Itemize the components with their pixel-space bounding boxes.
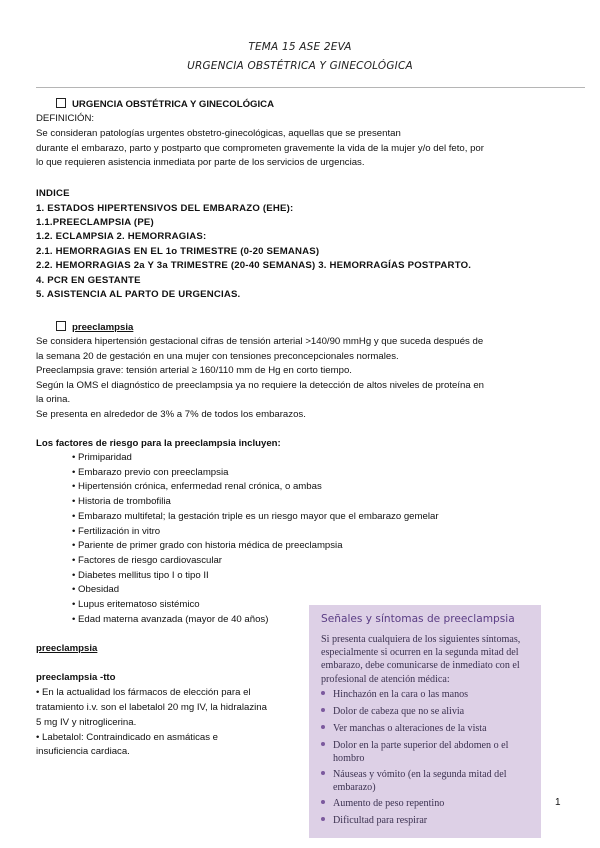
treatment-line: tratamiento i.v. son el labetalol 20 mg IV, la hidralazina: [36, 702, 267, 713]
index-line: 2.1. HEMORRAGIAS EN EL 1o TRIMESTRE (0-20 SEMANAS): [36, 246, 320, 257]
risk-factors-title: Los factores de riesgo para la preeclampsia incluyen:: [36, 438, 281, 449]
bullet-icon: [321, 691, 325, 695]
list-item: • Historia de trombofilia: [72, 496, 171, 508]
page-number: 1: [555, 797, 561, 808]
section-heading-urgencia: [56, 98, 274, 113]
symptom-item: Aumento de peso repentino: [321, 797, 444, 810]
bullet-icon: [321, 725, 325, 729]
index-line: 2.2. HEMORRAGIAS 2a Y 3a TRIMESTRE (20-40 SEMANAS) 3. HEMORRAGÍAS POSTPARTO.: [36, 260, 472, 271]
symptom-item: Dolor de cabeza que no se alivia: [321, 705, 464, 718]
bullet-icon: [321, 742, 325, 746]
symptoms-panel-intro: Si presenta cualquiera de los siguientes síntomas, especialmente si ocurren en la segunda mitad del embarazo, debe comunicarse de inmediato con el profesional de atención médica:: [321, 634, 521, 685]
treatment-subtitle: preeclampsia -tto: [36, 672, 116, 683]
definition-label: DEFINICIÓN:: [36, 113, 95, 124]
definition-line: durante el embarazo, parto y postparto que comprometen gravemente la vida de la mujer y/o del feto, por: [36, 143, 484, 154]
checkbox-icon: [56, 98, 66, 108]
paragraph-line: la orina.: [36, 394, 71, 405]
treatment-line: insuficiencia cardiaca.: [36, 746, 130, 757]
symptoms-panel-title: Señales y síntomas de preeclampsia: [321, 613, 515, 625]
doc-header-topic: TEMA 15 ASE 2EVA: [248, 41, 352, 53]
list-item: • Primiparidad: [72, 452, 132, 463]
doc-header-title: URGENCIA OBSTÉTRICA Y GINECOLÓGICA: [187, 60, 413, 72]
symptom-item: Ver manchas o alteraciones de la vista: [321, 722, 487, 735]
risk-factors-list: [72, 451, 439, 627]
list-item: • Pariente de primer grado con historia médica de preeclampsia: [72, 540, 343, 552]
symptoms-panel: [309, 605, 541, 838]
definition-line: Se consideran patologías urgentes obstetro-ginecológicas, aquellas que se presentan: [36, 128, 401, 139]
index-title: INDICE: [36, 188, 70, 199]
list-item: • Edad materna avanzada (mayor de 40 años): [72, 613, 269, 625]
index-line: 5. ASISTENCIA AL PARTO DE URGENCIAS.: [36, 289, 241, 300]
list-item: • Obesidad: [72, 584, 120, 596]
treatment-line: • En la actualidad los fármacos de elección para el: [36, 687, 251, 698]
symptom-item: Dolor en la parte superior del abdomen o el hombro: [321, 739, 508, 765]
index-line: 1.1.PREECLAMPSIA (PE): [36, 217, 154, 228]
section-heading-preeclampsia: [56, 321, 133, 336]
header-divider: [36, 87, 585, 88]
bullet-icon: [321, 771, 325, 775]
paragraph-line: Preeclampsia grave: tensión arterial ≥ 160/110 mm de Hg en corto tiempo.: [36, 365, 352, 376]
section-heading-text: URGENCIA OBSTÉTRICA Y GINECOLÓGICA: [72, 99, 275, 110]
paragraph-line: Según la OMS el diagnóstico de preeclampsia ya no requiere la detección de altos niveles de proteína en: [36, 380, 484, 391]
bullet-icon: [321, 708, 325, 712]
paragraph-line: Se considera hipertensión gestacional cifras de tensión arterial >140/90 mmHg y que suceda después de: [36, 336, 484, 347]
symptom-item: Hinchazón en la cara o las manos: [321, 688, 468, 701]
list-item: • Embarazo multifetal; la gestación triple es un riesgo mayor que el embarazo gemelar: [72, 510, 439, 522]
index-line: 4. PCR EN GESTANTE: [36, 275, 141, 286]
bullet-icon: [321, 817, 325, 821]
symptom-item: Náuseas y vómito (en la segunda mitad del embarazo): [321, 768, 507, 794]
list-item: • Embarazo previo con preeclampsia: [72, 466, 229, 478]
list-item: • Lupus eritematoso sistémico: [72, 599, 200, 611]
list-item: • Fertilización in vitro: [72, 525, 161, 537]
treatment-line: • Labetalol: Contraindicado en asmáticas e: [36, 732, 219, 743]
treatment-heading: preeclampsia: [36, 643, 98, 654]
paragraph-line: Se presenta en alrededor de 3% a 7% de todos los embarazos.: [36, 409, 306, 420]
treatment-line: 5 mg IV y nitroglicerina.: [36, 717, 137, 728]
list-item: • Hipertensión crónica, enfermedad renal crónica, o ambas: [72, 481, 322, 493]
symptom-item: Dificultad para respirar: [321, 814, 427, 827]
index-line: 1.2. ECLAMPSIA 2. HEMORRAGIAS:: [36, 231, 207, 242]
index-line: 1. ESTADOS HIPERTENSIVOS DEL EMBARAZO (EHE):: [36, 203, 294, 214]
checkbox-icon: [56, 321, 66, 331]
list-item: • Factores de riesgo cardiovascular: [72, 554, 223, 566]
bullet-icon: [321, 800, 325, 804]
list-item: • Diabetes mellitus tipo I o tipo II: [72, 569, 209, 581]
definition-line: lo que requieren asistencia inmediata por parte de los servicios de urgencias.: [36, 157, 365, 168]
paragraph-line: la semana 20 de gestación en una mujer con tensiones preconcepcionales normales.: [36, 351, 399, 362]
section-heading-text: preeclampsia: [72, 322, 134, 333]
